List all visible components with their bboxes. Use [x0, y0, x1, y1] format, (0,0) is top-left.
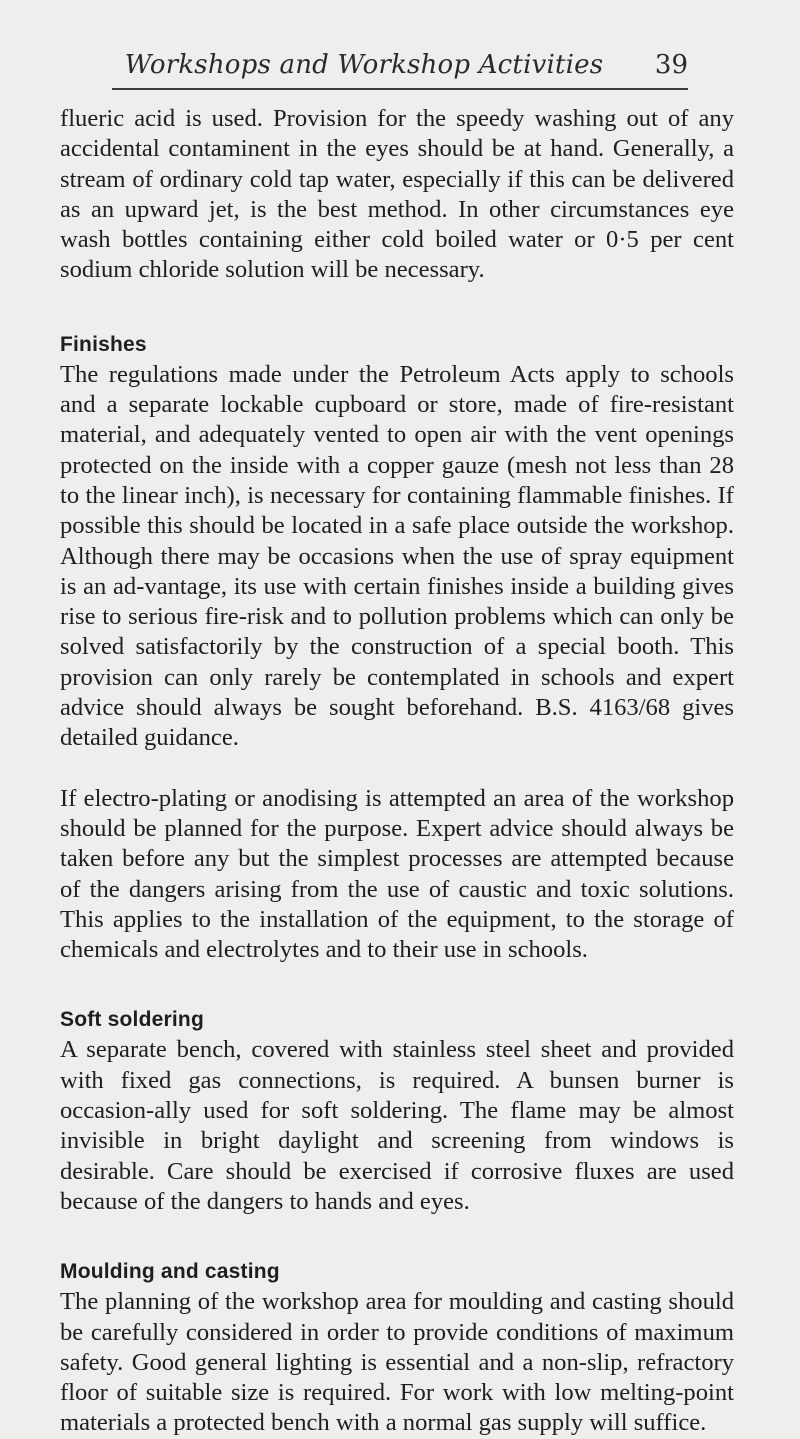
paragraph-soft-soldering: A separate bench, covered with stainless steel sheet and provided with fixed gas connections, is required. A bunsen burner is occasion-ally used for soft soldering. The flame may be almost invisible in bright daylight and screening from windows is desirable. Care should be exercised if corrosive fluxes are used because of the dangers to hands and eyes. — [60, 1036, 734, 1215]
paragraph-gap — [60, 754, 734, 784]
page-number: 39 — [654, 50, 688, 80]
paragraph-electro-plating: If electro-plating or anodising is attempted an area of the workshop should be planned for the purpose. Expert advice should always be taken before any but the simplest processes are attempted because of the dangers arising from the use of caustic and toxic solutions. This applies to the installation of the equipment, to the storage of chemicals and electrolytes and to their use in schools. — [60, 784, 734, 964]
paragraph-flueric-acid: flueric acid is used. Provision for the speedy washing out of any accidental contaminent in the eyes should be at hand. Generally, a stream of ordinary cold tap water, especially if this can be delivered as an upward jet, is the best method. In other circumstances eye wash bottles containing either cold boiled water or 0·5 per cent sodium chloride solution will be necessary. — [60, 105, 734, 284]
heading-finishes: Finishes — [60, 332, 147, 356]
paragraph-moulding-casting: The planning of the workshop area for moulding and casting should be carefully considered in order to provide conditions of maximum safety. Good general lighting is essential and a non-slip, refractory floor of suitable size is required. For work with low melting-point materials a protected bench with a normal gas supply will suffice. — [60, 1288, 734, 1437]
heading-moulding-casting: Moulding and casting — [60, 1260, 280, 1284]
heading-soft-soldering: Soft soldering — [60, 1008, 204, 1032]
section-gap — [60, 1217, 734, 1257]
section-gap — [60, 286, 734, 330]
running-title: Workshops and Workshop Activities — [124, 50, 604, 80]
paragraph-finishes-regulations: The regulations made under the Petroleum Acts apply to schools and a separate lockable cupboard or store, made of fire-resistant material, and adequately vented to open air with the vent openings protected on the inside with a copper gauze (mesh not less than 28 to the linear inch), is necessary for containing flammable finishes. If possible this should be located in a safe place outside the workshop. Although there may be occasions when the use of spray equipment is an ad-vantage, its use with certain finishes inside a building gives rise to serious fire-risk and to pollution problems which can only be solved satisfactorily by the construction of a special booth. This provision can only rarely be contemplated in schools and expert advice should always be sought beforehand. B.S. 4163/68 gives detailed guidance. — [60, 360, 734, 752]
body-text — [60, 104, 734, 1439]
header-rule — [112, 88, 688, 90]
section-gap — [60, 965, 734, 1005]
